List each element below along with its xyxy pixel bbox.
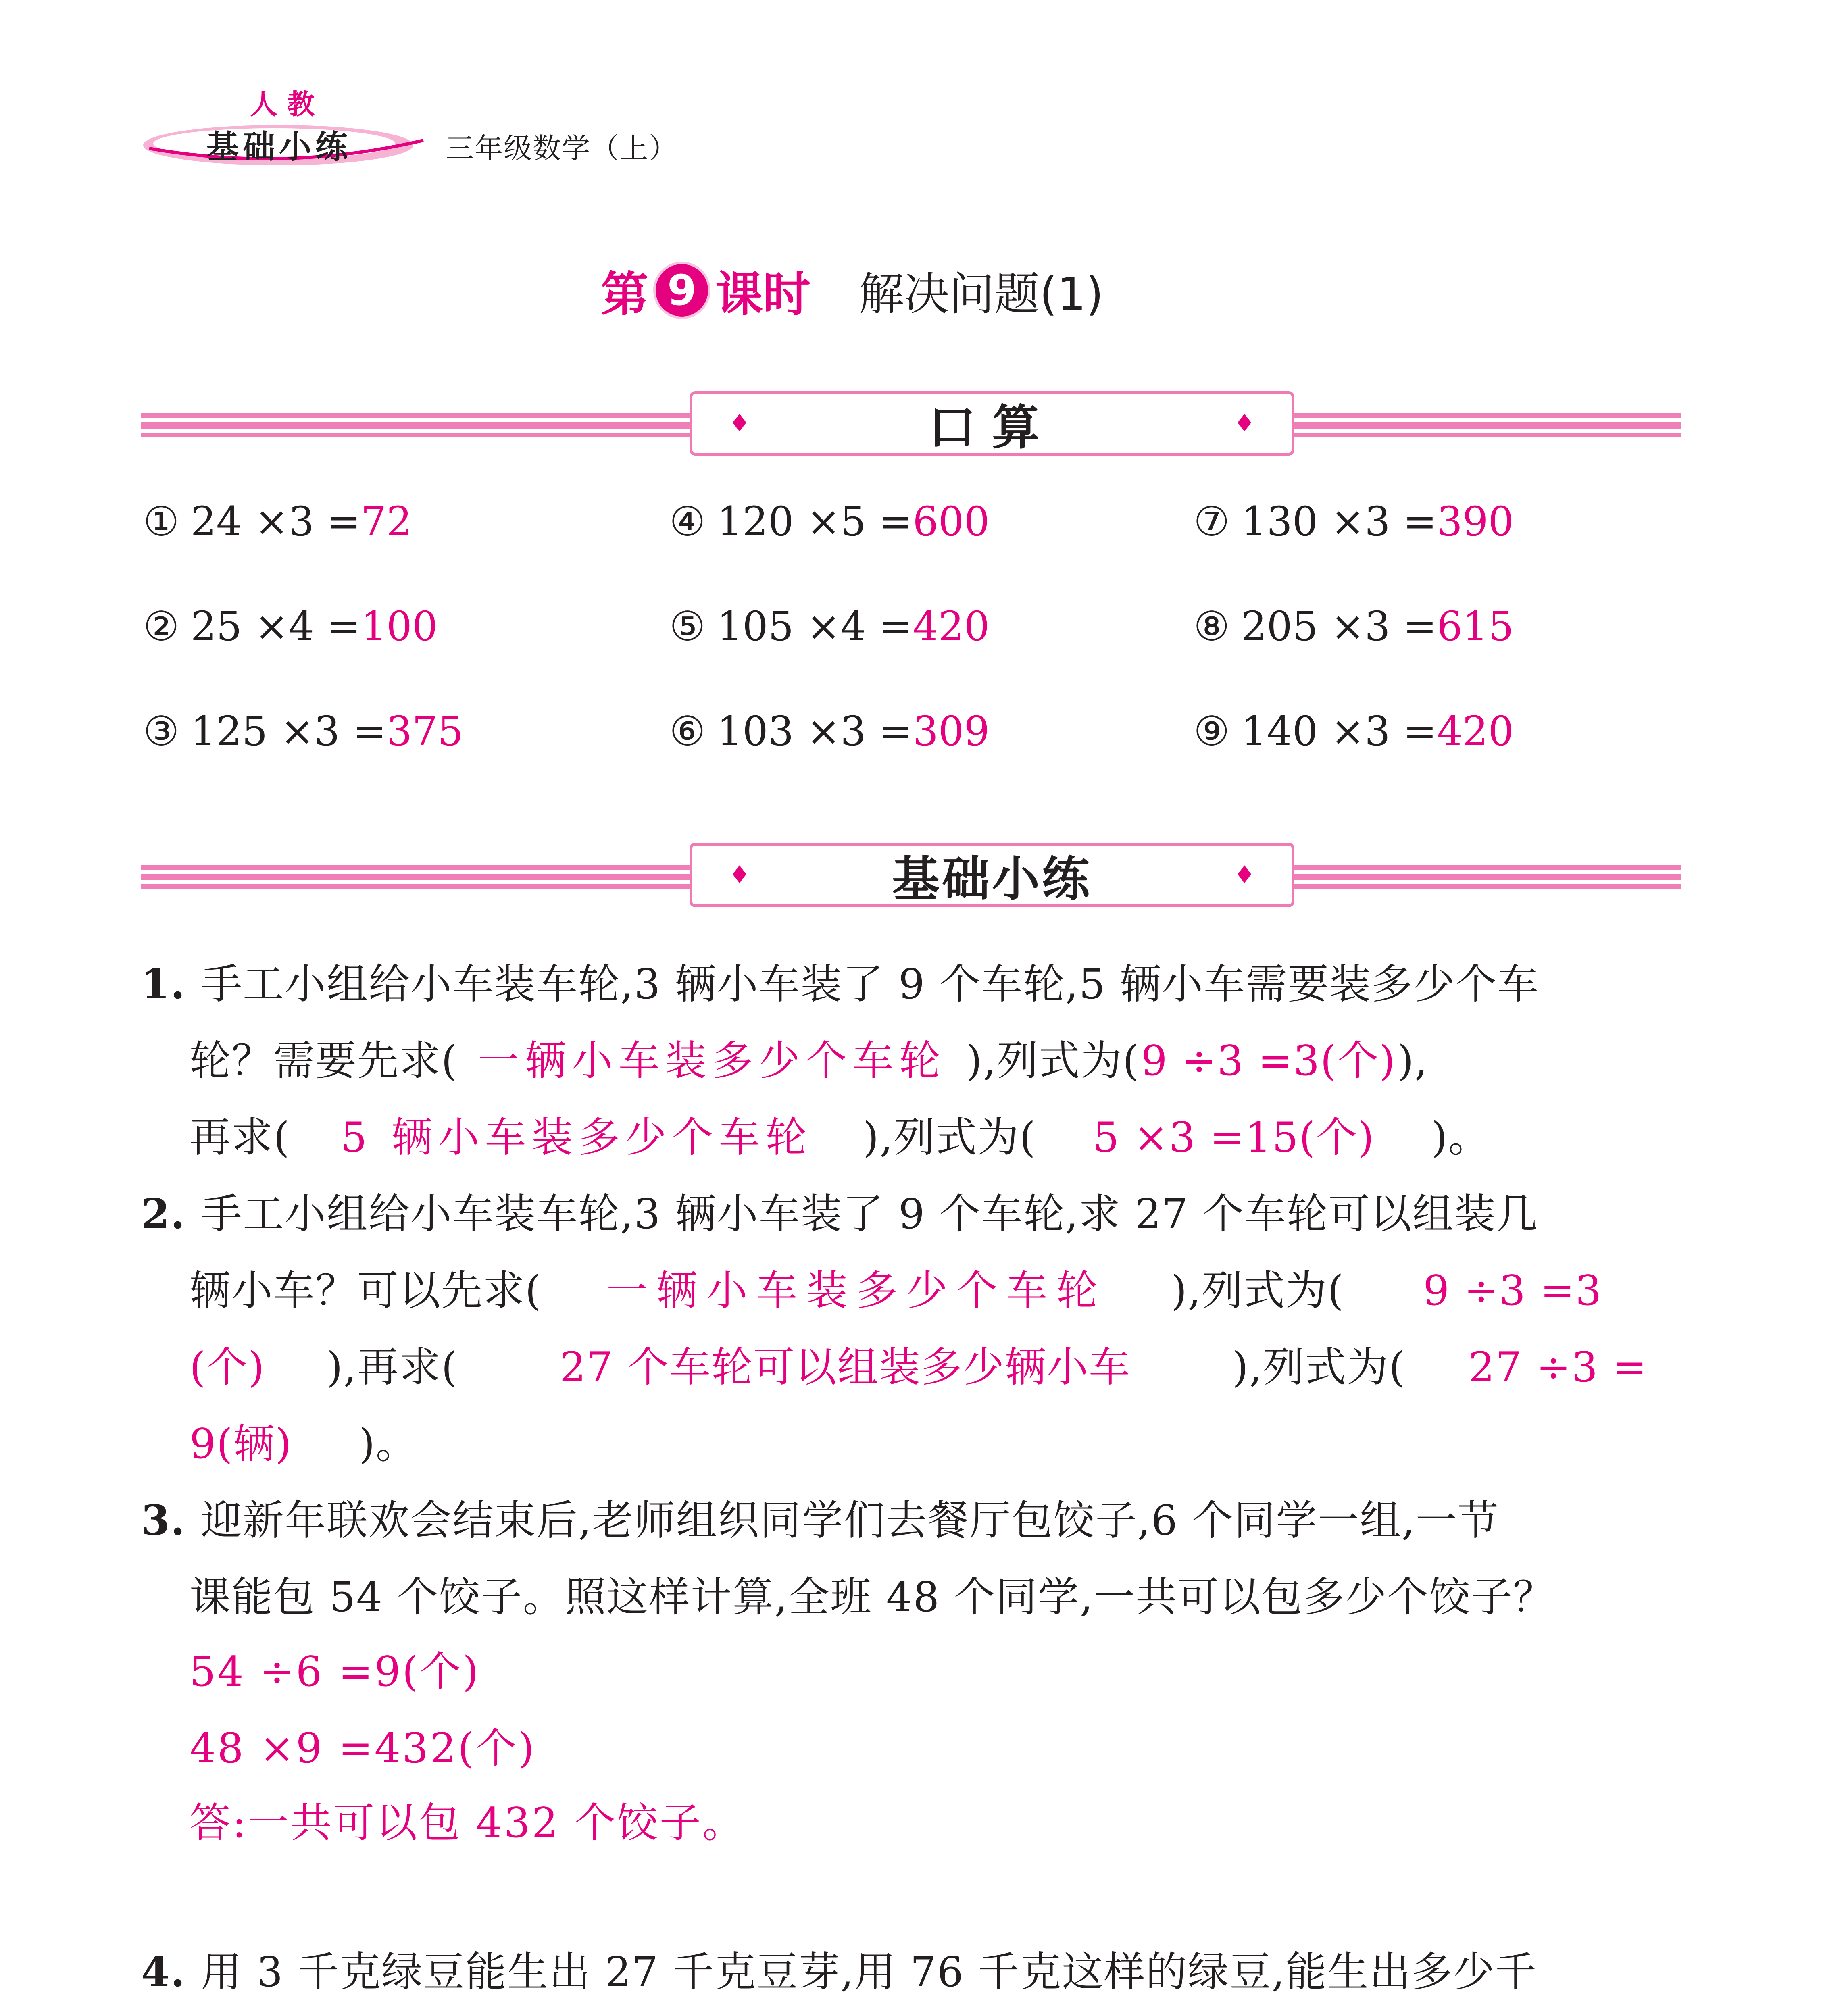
oral-calc-item: ⑦ 130 ×3 =390 bbox=[1194, 498, 1514, 545]
answer-line: 48 ×9 =432(个) bbox=[190, 1724, 536, 1772]
diamond-icon: ♦ bbox=[1233, 861, 1255, 889]
answer-line: 54 ÷6 =9(个) bbox=[190, 1648, 480, 1696]
book-subtitle: 三年级数学（上） bbox=[446, 132, 678, 165]
answer-blank: 5 辆小车装多少个车轮 bbox=[341, 1114, 813, 1162]
calc-answer: 309 bbox=[913, 708, 990, 755]
calc-answer: 100 bbox=[360, 603, 438, 650]
question-3-line-1: 3. 迎新年联欢会结束后,老师组织同学们去餐厅包饺子,6 个同学一组,一节 bbox=[141, 1496, 1500, 1545]
diamond-icon: ♦ bbox=[729, 861, 750, 889]
section-title: 口算 bbox=[928, 400, 1056, 455]
question-number: 2 bbox=[141, 1190, 171, 1238]
answer-blank: 5 ×3 =15(个) bbox=[1093, 1114, 1375, 1162]
question-4-line-1: 4. 用 3 千克绿豆能生出 27 千克豆芽,用 76 千克这样的绿豆,能生出多少千 bbox=[141, 1948, 1537, 1996]
question-2-line-1: 2. 手工小组给小车装车轮,3 辆小车装了 9 个车轮,求 27 个车轮可以组装几 bbox=[141, 1190, 1538, 1238]
oral-calc-item: ③ 125 ×3 =375 bbox=[143, 708, 464, 755]
diamond-icon: ♦ bbox=[729, 409, 750, 437]
question-1-line-2: 轮？需要先求( 一辆小车装多少个车轮 ),列式为(9 ÷3 =3(个)), bbox=[190, 1028, 1428, 1087]
answer-blank: 9 ÷3 =3 bbox=[1423, 1267, 1602, 1315]
calc-answer: 72 bbox=[360, 498, 412, 545]
calc-answer: 420 bbox=[913, 603, 990, 650]
question-3-line-2: 课能包 54 个饺子。照这样计算,全班 48 个同学,一共可以包多少个饺子？ bbox=[190, 1573, 1555, 1621]
oral-calc-item: ⑥ 103 ×3 =309 bbox=[669, 708, 990, 755]
question-number: 1 bbox=[141, 960, 171, 1008]
calc-answer: 600 bbox=[913, 498, 990, 545]
diamond-icon: ♦ bbox=[1233, 409, 1255, 437]
answer-blank: 27 ÷3 = bbox=[1468, 1343, 1648, 1391]
question-number: 4 bbox=[141, 1948, 171, 1996]
lesson-prefix: 第 bbox=[601, 267, 649, 322]
lesson-suffix: 课时 bbox=[715, 267, 811, 322]
oral-calc-item: ④ 120 ×5 =600 bbox=[669, 498, 990, 545]
lesson-title bbox=[601, 258, 1104, 323]
section-banner-oral bbox=[141, 391, 1681, 460]
oral-calc-item: ⑤ 105 ×4 =420 bbox=[669, 603, 990, 650]
banner-box bbox=[690, 391, 1294, 456]
answer-blank: 一辆小车装多少个车轮 bbox=[606, 1267, 1106, 1315]
lesson-number-badge: 9 bbox=[656, 264, 708, 317]
answer-statement: 答:一共可以包 432 个饺子。 bbox=[190, 1799, 745, 1847]
oral-calc-item: ① 24 ×3 =72 bbox=[143, 498, 412, 545]
series-name: 基础小练 bbox=[206, 128, 352, 166]
question-2-line-3: (个) ),再求( 27 个车轮可以组装多少辆小车 ),列式为( 27 ÷3 = bbox=[190, 1335, 1648, 1393]
answer-blank: 27 个车轮可以组装多少辆小车 bbox=[559, 1343, 1131, 1391]
section-title: 基础小练 bbox=[892, 851, 1092, 907]
answer-blank: 9 ÷3 =3(个) bbox=[1141, 1037, 1396, 1085]
calc-answer: 390 bbox=[1437, 498, 1514, 545]
oral-calc-item: ⑨ 140 ×3 =420 bbox=[1194, 708, 1514, 755]
answer-blank: 9(辆) bbox=[190, 1420, 292, 1468]
question-2-line-4: 9(辆) )。 bbox=[190, 1411, 418, 1470]
question-number: 3 bbox=[141, 1496, 171, 1545]
answer-blank: 一辆小车装多少个车轮 bbox=[478, 1037, 946, 1085]
publisher-label: 人教 bbox=[250, 89, 325, 121]
oral-calc-item: ⑧ 205 ×3 =615 bbox=[1194, 603, 1514, 650]
oral-calc-item: ② 25 ×4 =100 bbox=[143, 603, 438, 650]
calc-answer: 420 bbox=[1437, 708, 1514, 755]
lesson-topic: 解决问题(1) bbox=[859, 268, 1104, 321]
question-2-line-2: 辆小车？可以先求( 一辆小车装多少个车轮 ),列式为( 9 ÷3 =3 bbox=[190, 1258, 1602, 1317]
calc-answer: 375 bbox=[386, 708, 464, 755]
question-1-line-3: 再求( 5 辆小车装多少个车轮 ),列式为( 5 ×3 =15(个) )。 bbox=[190, 1105, 1490, 1164]
calc-answer: 615 bbox=[1437, 603, 1514, 650]
section-banner-practice bbox=[141, 843, 1681, 911]
banner-box bbox=[690, 843, 1294, 907]
question-1-line-1: 1. 手工小组给小车装车轮,3 辆小车装了 9 个车轮,5 辆小车需要装多少个车 bbox=[141, 960, 1540, 1008]
answer-blank: (个) bbox=[190, 1343, 265, 1391]
